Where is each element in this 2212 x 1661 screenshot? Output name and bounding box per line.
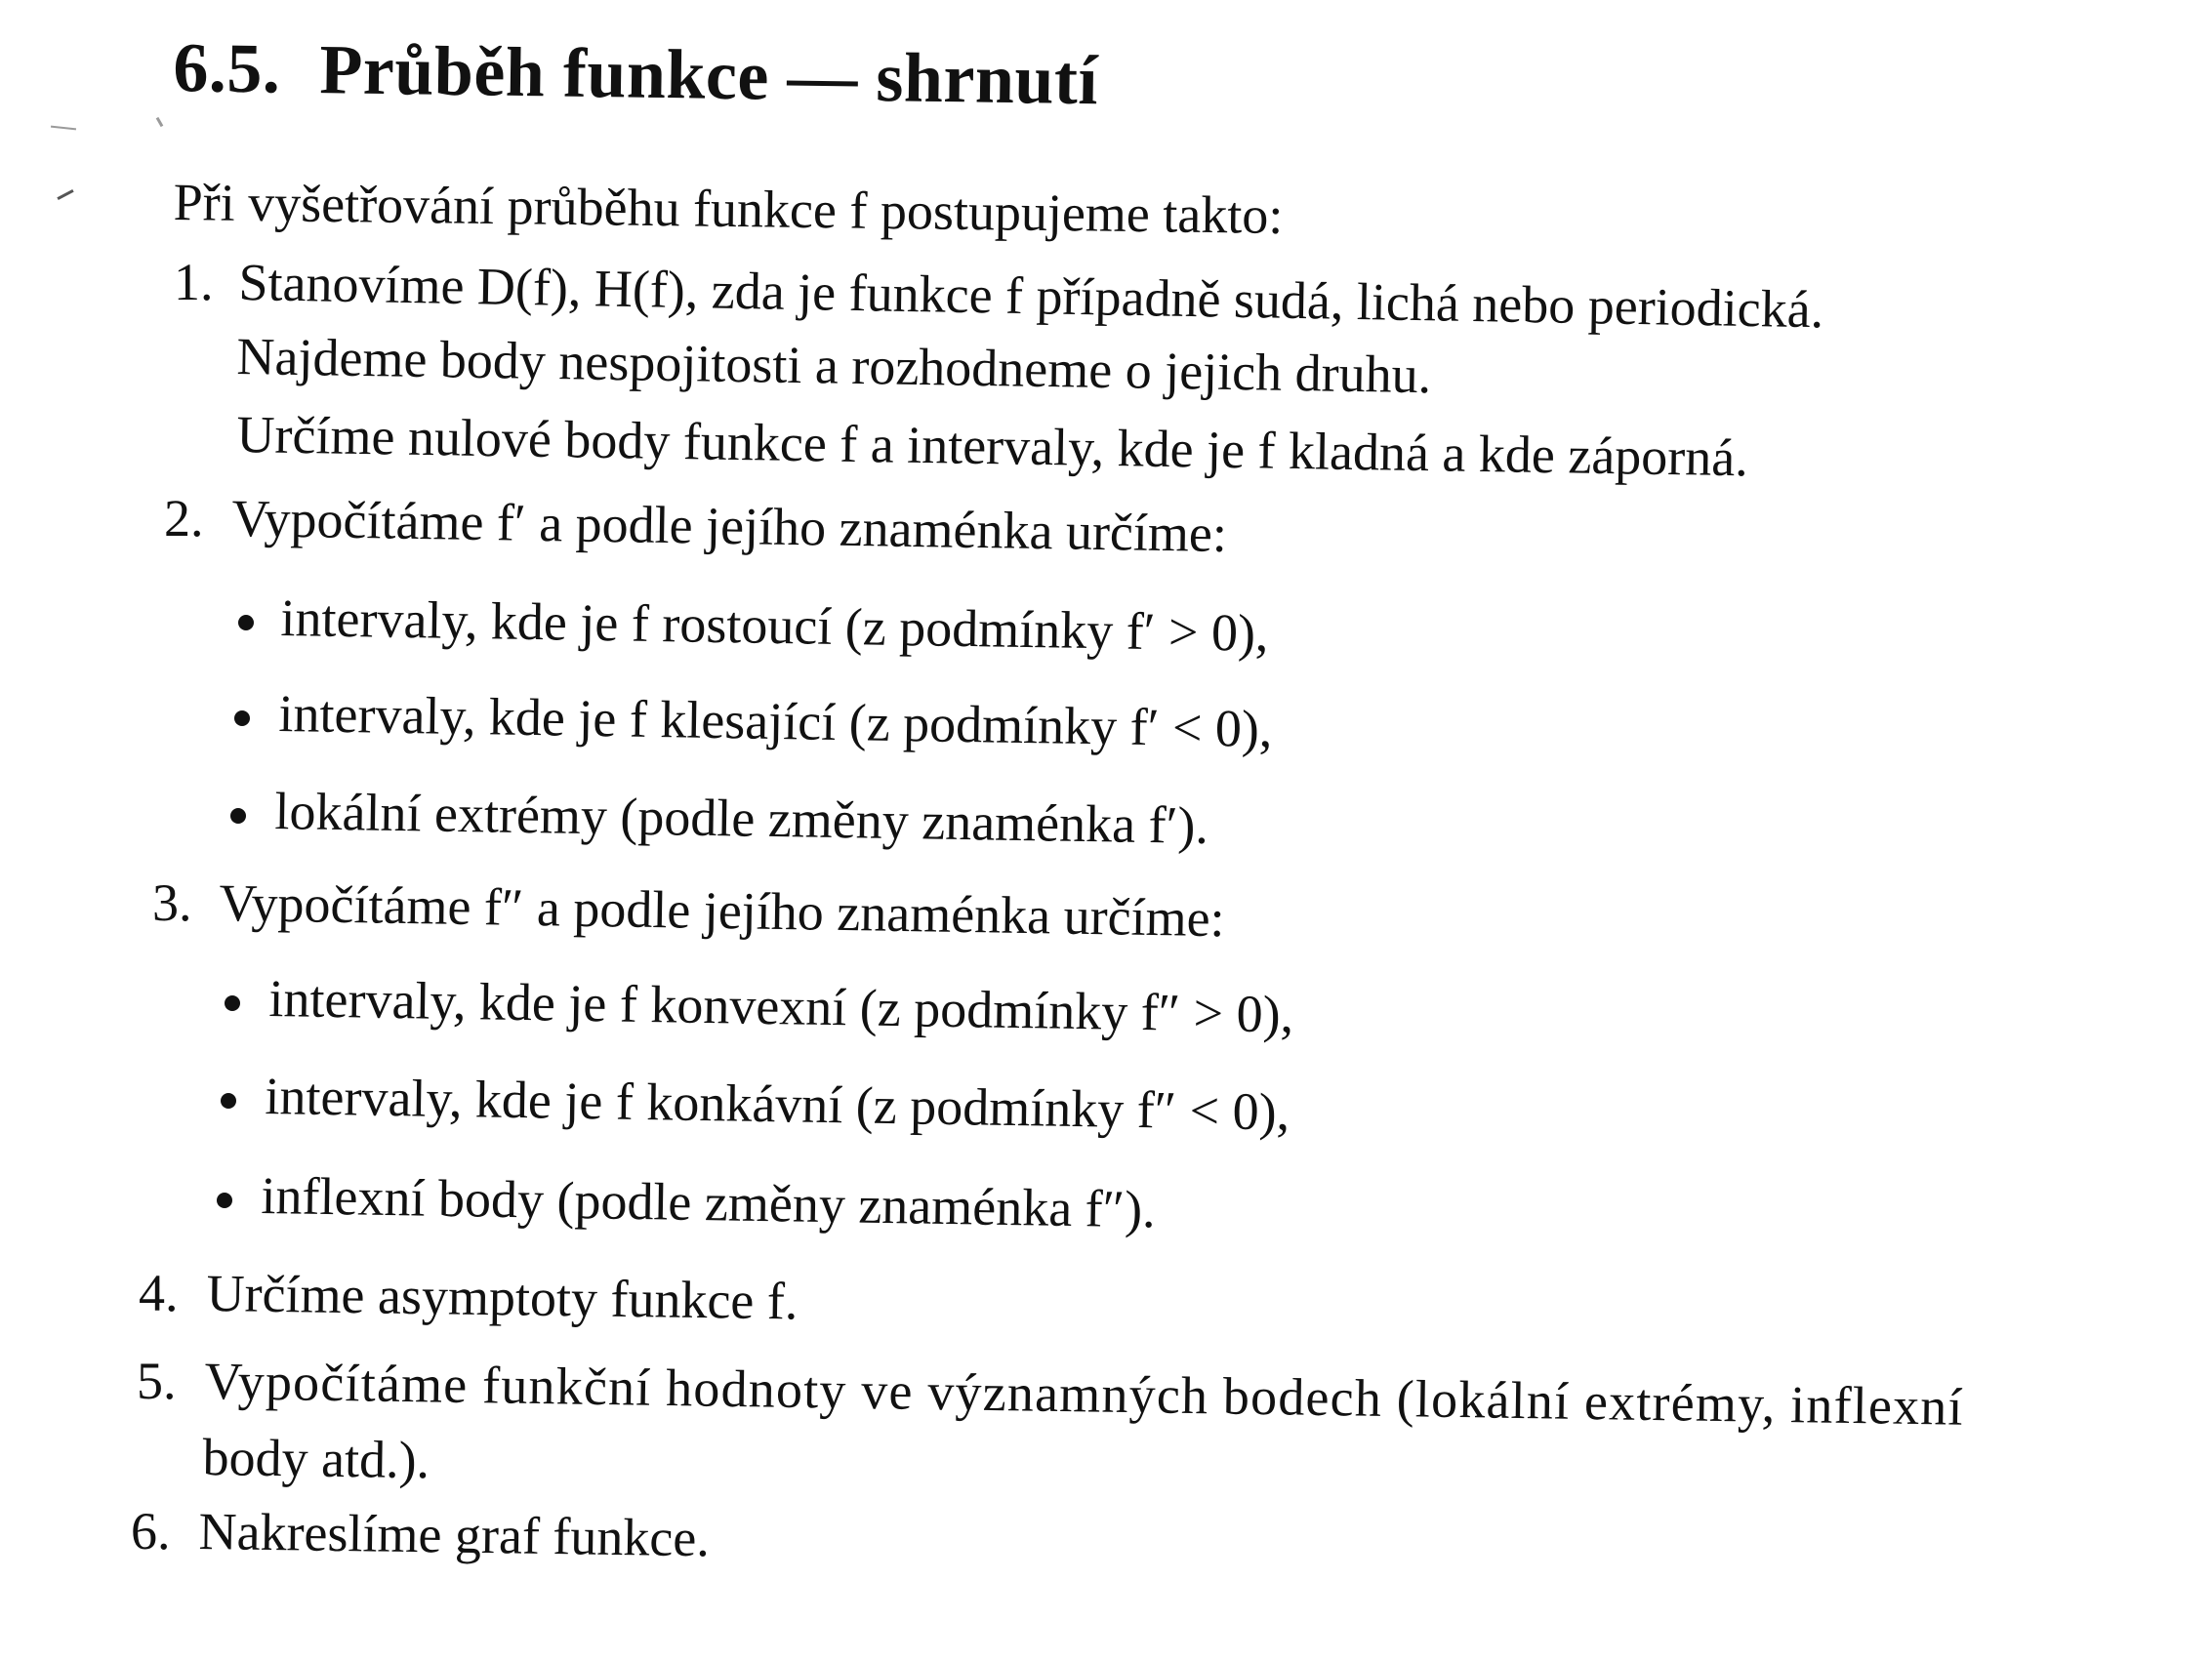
step-number: 1. [174,253,214,311]
step-line: Určíme asymptoty funkce f. [206,1264,799,1331]
scan-artifact [51,126,76,131]
step-number: 4. [139,1264,179,1322]
step-line: Vypočítáme funkční hodnoty ve významných bodech (lokální extrémy, inflexní [204,1352,1965,1437]
step-line: Vypočítáme f″ a podle jejího znaménka určíme: [219,873,1226,949]
bullet-icon [234,710,250,726]
step-line: Vypočítáme f′ a podle jejího znaménka určíme: [231,489,1228,564]
step-number: 2. [164,489,204,547]
bullet-text: intervaly, kde je f konvexní (z podmínky f″ > 0), [268,969,1294,1044]
bullet-text: intervaly, kde je f rostoucí (z podmínky f′ > 0), [280,588,1269,663]
step-line: Nakreslíme graf funkce. [198,1502,711,1568]
bullet-icon [217,1193,232,1208]
step-line: Určíme nulové body funkce f a intervaly, kde je f kladná a kde záporná. [236,405,1749,488]
step-number: 6. [131,1502,171,1560]
bullet-icon [238,615,254,630]
step-line: Najdeme body nespojitosti a rozhodneme o jejich druhu. [236,327,1432,405]
section-title: Průběh funkce — shrnutí [318,30,1099,120]
bullet-text: lokální extrémy (podle změny znaménka f′). [274,782,1209,856]
step-number: 5. [137,1352,177,1410]
section-heading [173,27,1099,121]
scan-artifact [156,117,164,127]
scan-artifact [57,189,73,200]
bullet-text: inflexní body (podle změny znaménka f″). [261,1166,1157,1239]
intro-text: Při vyšetřování průběhu funkce f postupujeme takto: [173,173,1284,245]
bullet-icon [230,808,246,824]
section-number: 6.5. [172,27,281,108]
bullet-text: intervaly, kde je f klesající (z podmínky f′ < 0), [278,684,1273,758]
step-line: body atd.). [202,1428,430,1490]
step-number: 3. [152,873,192,932]
step-line: Stanovíme D(f), H(f), zda je funkce f případně sudá, lichá nebo periodická. [238,253,1824,340]
bullet-text: intervaly, kde je f konkávní (z podmínky f″ < 0), [265,1067,1290,1142]
bullet-icon [221,1093,236,1109]
bullet-icon [225,995,240,1011]
